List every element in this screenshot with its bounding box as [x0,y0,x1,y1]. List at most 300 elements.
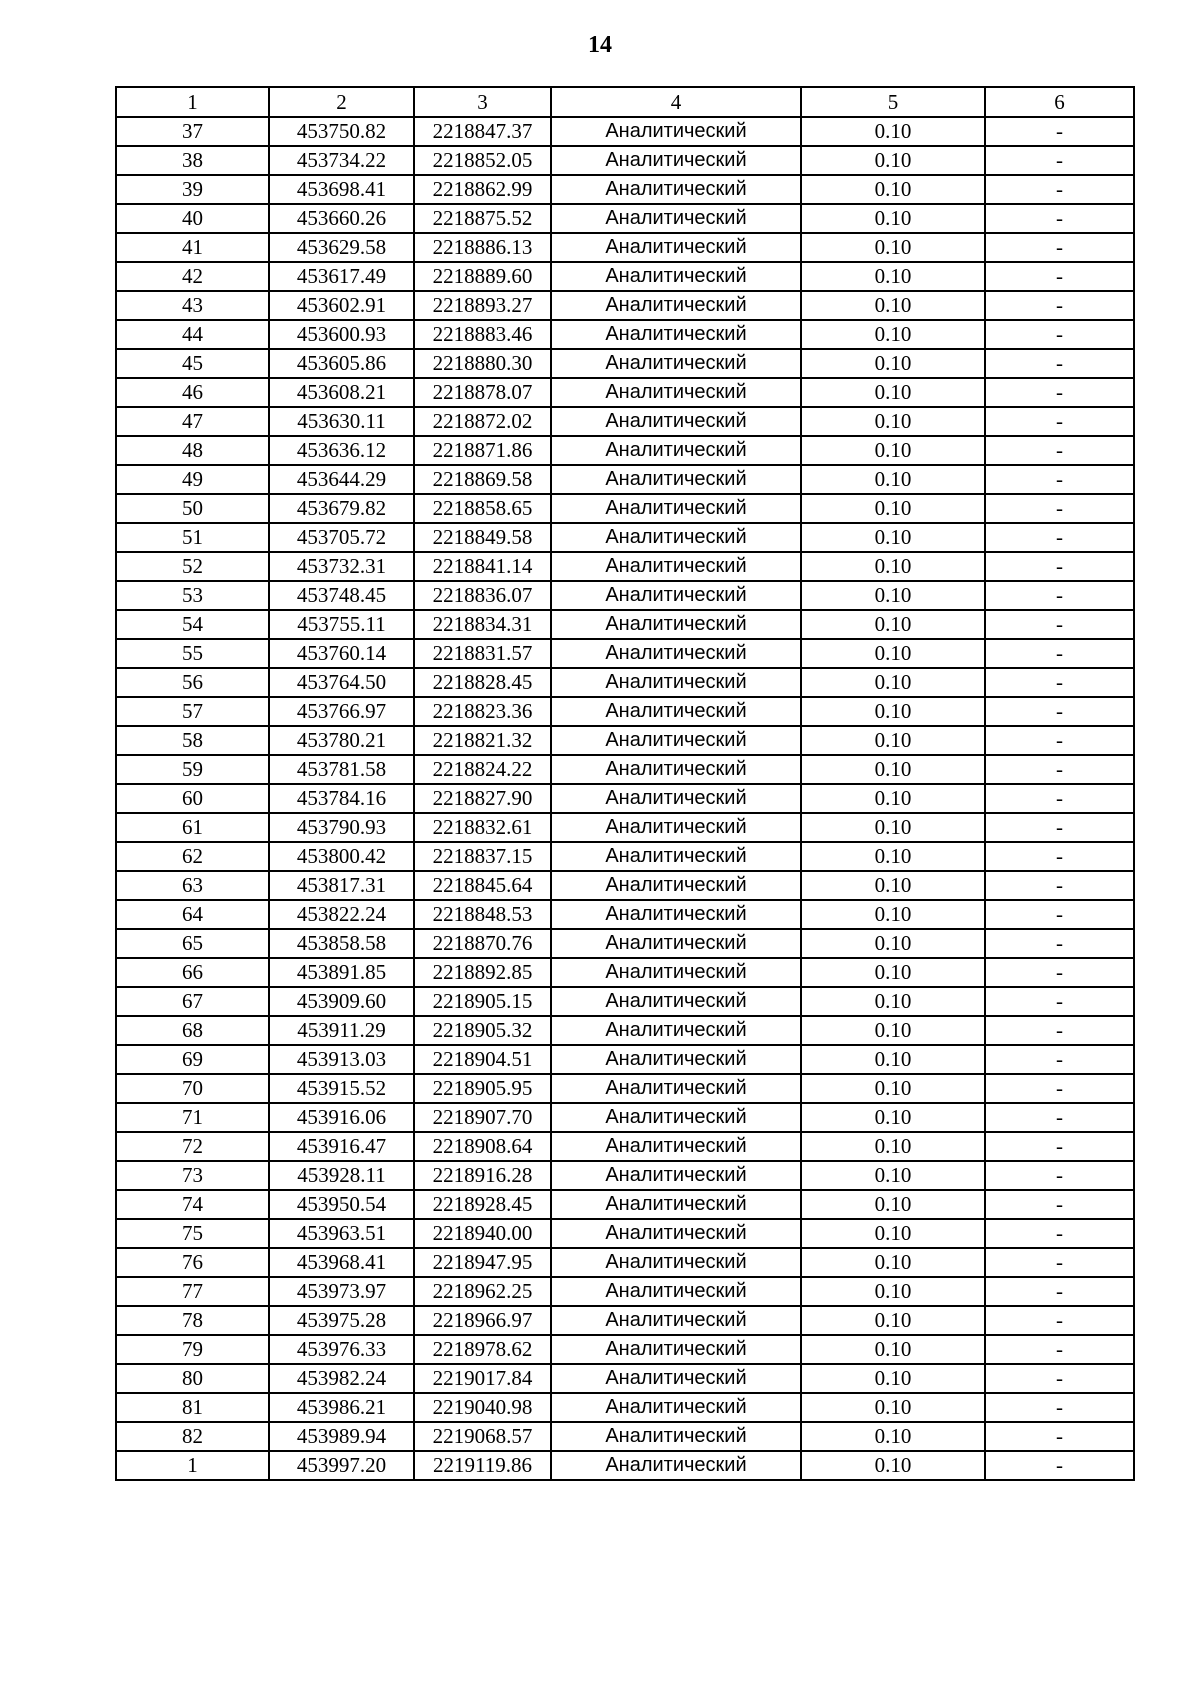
cell-point-number: 37 [116,117,269,146]
cell-accuracy: 0.10 [801,929,985,958]
cell-y-coordinate: 2218845.64 [414,871,551,900]
cell-point-number: 62 [116,842,269,871]
cell-accuracy: 0.10 [801,436,985,465]
cell-accuracy: 0.10 [801,813,985,842]
table-row [116,813,1134,842]
cell-note: - [985,1161,1134,1190]
cell-method: Аналитический [551,436,801,465]
coordinates-table [115,86,1135,1481]
cell-x-coordinate: 453705.72 [269,523,414,552]
cell-point-number: 53 [116,581,269,610]
table-row [116,1422,1134,1451]
cell-note: - [985,1248,1134,1277]
table-row [116,320,1134,349]
cell-note: - [985,900,1134,929]
cell-x-coordinate: 453891.85 [269,958,414,987]
page-number: 14 [588,32,612,58]
cell-note: - [985,929,1134,958]
cell-note: - [985,1335,1134,1364]
cell-accuracy: 0.10 [801,1248,985,1277]
table-row [116,407,1134,436]
cell-accuracy: 0.10 [801,1306,985,1335]
cell-y-coordinate: 2218928.45 [414,1190,551,1219]
cell-method: Аналитический [551,291,801,320]
cell-accuracy: 0.10 [801,1074,985,1103]
cell-point-number: 81 [116,1393,269,1422]
cell-x-coordinate: 453600.93 [269,320,414,349]
table-row [116,1277,1134,1306]
cell-note: - [985,1364,1134,1393]
cell-y-coordinate: 2218916.28 [414,1161,551,1190]
cell-accuracy: 0.10 [801,1451,985,1480]
cell-note: - [985,552,1134,581]
cell-x-coordinate: 453605.86 [269,349,414,378]
table-row [116,378,1134,407]
cell-y-coordinate: 2218841.14 [414,552,551,581]
table-row [116,1016,1134,1045]
cell-method: Аналитический [551,639,801,668]
cell-accuracy: 0.10 [801,958,985,987]
cell-note: - [985,378,1134,407]
cell-y-coordinate: 2218836.07 [414,581,551,610]
cell-x-coordinate: 453822.24 [269,900,414,929]
cell-method: Аналитический [551,523,801,552]
table-row [116,291,1134,320]
cell-note: - [985,1306,1134,1335]
table-body [116,117,1134,1480]
cell-point-number: 72 [116,1132,269,1161]
cell-accuracy: 0.10 [801,407,985,436]
cell-y-coordinate: 2218862.99 [414,175,551,204]
cell-note: - [985,1016,1134,1045]
table-row [116,523,1134,552]
cell-accuracy: 0.10 [801,668,985,697]
cell-y-coordinate: 2218852.05 [414,146,551,175]
cell-method: Аналитический [551,1364,801,1393]
cell-accuracy: 0.10 [801,1132,985,1161]
cell-method: Аналитический [551,494,801,523]
cell-note: - [985,465,1134,494]
cell-point-number: 54 [116,610,269,639]
table-row [116,146,1134,175]
cell-point-number: 65 [116,929,269,958]
cell-y-coordinate: 2218871.86 [414,436,551,465]
cell-y-coordinate: 2218847.37 [414,117,551,146]
cell-note: - [985,726,1134,755]
cell-accuracy: 0.10 [801,1393,985,1422]
cell-point-number: 76 [116,1248,269,1277]
cell-y-coordinate: 2218849.58 [414,523,551,552]
table-row [116,697,1134,726]
cell-note: - [985,436,1134,465]
cell-accuracy: 0.10 [801,204,985,233]
cell-accuracy: 0.10 [801,1364,985,1393]
cell-x-coordinate: 453928.11 [269,1161,414,1190]
cell-accuracy: 0.10 [801,233,985,262]
cell-method: Аналитический [551,146,801,175]
cell-y-coordinate: 2218837.15 [414,842,551,871]
cell-point-number: 58 [116,726,269,755]
cell-method: Аналитический [551,465,801,494]
cell-accuracy: 0.10 [801,1190,985,1219]
table-row [116,1219,1134,1248]
cell-accuracy: 0.10 [801,523,985,552]
cell-note: - [985,407,1134,436]
cell-y-coordinate: 2218905.32 [414,1016,551,1045]
cell-method: Аналитический [551,1190,801,1219]
cell-x-coordinate: 453915.52 [269,1074,414,1103]
table-row [116,175,1134,204]
cell-method: Аналитический [551,117,801,146]
cell-accuracy: 0.10 [801,1219,985,1248]
table-row [116,929,1134,958]
cell-accuracy: 0.10 [801,842,985,871]
cell-x-coordinate: 453760.14 [269,639,414,668]
cell-note: - [985,262,1134,291]
table-row [116,494,1134,523]
cell-point-number: 52 [116,552,269,581]
cell-accuracy: 0.10 [801,349,985,378]
cell-point-number: 38 [116,146,269,175]
table-row [116,117,1134,146]
table-row [116,1161,1134,1190]
cell-note: - [985,668,1134,697]
cell-method: Аналитический [551,581,801,610]
cell-method: Аналитический [551,552,801,581]
cell-x-coordinate: 453916.06 [269,1103,414,1132]
cell-accuracy: 0.10 [801,1277,985,1306]
table-row [116,726,1134,755]
cell-y-coordinate: 2219119.86 [414,1451,551,1480]
cell-point-number: 63 [116,871,269,900]
cell-x-coordinate: 453817.31 [269,871,414,900]
cell-method: Аналитический [551,784,801,813]
cell-y-coordinate: 2218966.97 [414,1306,551,1335]
cell-method: Аналитический [551,610,801,639]
cell-note: - [985,1277,1134,1306]
cell-x-coordinate: 453909.60 [269,987,414,1016]
cell-accuracy: 0.10 [801,784,985,813]
cell-y-coordinate: 2218883.46 [414,320,551,349]
cell-note: - [985,233,1134,262]
cell-accuracy: 0.10 [801,117,985,146]
cell-y-coordinate: 2218907.70 [414,1103,551,1132]
cell-point-number: 79 [116,1335,269,1364]
cell-note: - [985,1045,1134,1074]
cell-x-coordinate: 453784.16 [269,784,414,813]
column-header-x-coordinate: 2 [269,87,414,117]
cell-accuracy: 0.10 [801,1016,985,1045]
cell-method: Аналитический [551,726,801,755]
cell-x-coordinate: 453636.12 [269,436,414,465]
cell-accuracy: 0.10 [801,639,985,668]
table-row [116,842,1134,871]
cell-x-coordinate: 453629.58 [269,233,414,262]
cell-x-coordinate: 453916.47 [269,1132,414,1161]
cell-point-number: 64 [116,900,269,929]
cell-y-coordinate: 2218832.61 [414,813,551,842]
table-row [116,1074,1134,1103]
cell-y-coordinate: 2218870.76 [414,929,551,958]
cell-y-coordinate: 2218872.02 [414,407,551,436]
table-row [116,1451,1134,1480]
cell-note: - [985,813,1134,842]
cell-y-coordinate: 2218828.45 [414,668,551,697]
cell-y-coordinate: 2218827.90 [414,784,551,813]
cell-accuracy: 0.10 [801,175,985,204]
cell-point-number: 60 [116,784,269,813]
cell-point-number: 59 [116,755,269,784]
cell-point-number: 51 [116,523,269,552]
cell-y-coordinate: 2218904.51 [414,1045,551,1074]
cell-x-coordinate: 453858.58 [269,929,414,958]
cell-y-coordinate: 2218875.52 [414,204,551,233]
cell-accuracy: 0.10 [801,581,985,610]
cell-x-coordinate: 453950.54 [269,1190,414,1219]
cell-note: - [985,1393,1134,1422]
cell-x-coordinate: 453602.91 [269,291,414,320]
cell-point-number: 73 [116,1161,269,1190]
cell-note: - [985,1103,1134,1132]
cell-x-coordinate: 453630.11 [269,407,414,436]
cell-point-number: 40 [116,204,269,233]
cell-x-coordinate: 453781.58 [269,755,414,784]
cell-note: - [985,523,1134,552]
cell-x-coordinate: 453608.21 [269,378,414,407]
cell-point-number: 46 [116,378,269,407]
cell-note: - [985,204,1134,233]
cell-point-number: 42 [116,262,269,291]
cell-method: Аналитический [551,1306,801,1335]
table-row [116,958,1134,987]
cell-y-coordinate: 2219017.84 [414,1364,551,1393]
cell-accuracy: 0.10 [801,146,985,175]
cell-y-coordinate: 2218869.58 [414,465,551,494]
cell-point-number: 49 [116,465,269,494]
cell-y-coordinate: 2218905.15 [414,987,551,1016]
cell-x-coordinate: 453986.21 [269,1393,414,1422]
cell-accuracy: 0.10 [801,1161,985,1190]
cell-note: - [985,842,1134,871]
column-header-note: 6 [985,87,1134,117]
cell-x-coordinate: 453963.51 [269,1219,414,1248]
cell-method: Аналитический [551,407,801,436]
table-row [116,871,1134,900]
cell-accuracy: 0.10 [801,494,985,523]
cell-method: Аналитический [551,958,801,987]
cell-point-number: 55 [116,639,269,668]
cell-accuracy: 0.10 [801,900,985,929]
cell-y-coordinate: 2218978.62 [414,1335,551,1364]
cell-method: Аналитический [551,1161,801,1190]
cell-method: Аналитический [551,1277,801,1306]
cell-y-coordinate: 2218823.36 [414,697,551,726]
cell-note: - [985,755,1134,784]
cell-method: Аналитический [551,697,801,726]
cell-x-coordinate: 453698.41 [269,175,414,204]
cell-x-coordinate: 453644.29 [269,465,414,494]
cell-note: - [985,349,1134,378]
table-row [116,552,1134,581]
cell-note: - [985,1451,1134,1480]
cell-x-coordinate: 453790.93 [269,813,414,842]
cell-note: - [985,581,1134,610]
table-row [116,1335,1134,1364]
cell-y-coordinate: 2218940.00 [414,1219,551,1248]
cell-x-coordinate: 453973.97 [269,1277,414,1306]
table-row [116,436,1134,465]
table-row [116,465,1134,494]
cell-x-coordinate: 453913.03 [269,1045,414,1074]
cell-x-coordinate: 453997.20 [269,1451,414,1480]
cell-point-number: 56 [116,668,269,697]
cell-x-coordinate: 453660.26 [269,204,414,233]
cell-point-number: 75 [116,1219,269,1248]
cell-note: - [985,117,1134,146]
cell-y-coordinate: 2218962.25 [414,1277,551,1306]
table-row [116,784,1134,813]
cell-y-coordinate: 2218858.65 [414,494,551,523]
cell-x-coordinate: 453764.50 [269,668,414,697]
table-row [116,349,1134,378]
table-header-row [116,87,1134,117]
cell-accuracy: 0.10 [801,987,985,1016]
cell-method: Аналитический [551,871,801,900]
cell-point-number: 71 [116,1103,269,1132]
table-row [116,639,1134,668]
cell-y-coordinate: 2218908.64 [414,1132,551,1161]
table-row [116,1045,1134,1074]
cell-y-coordinate: 2218848.53 [414,900,551,929]
cell-method: Аналитический [551,1103,801,1132]
cell-method: Аналитический [551,813,801,842]
cell-note: - [985,320,1134,349]
cell-point-number: 61 [116,813,269,842]
cell-x-coordinate: 453748.45 [269,581,414,610]
cell-note: - [985,871,1134,900]
cell-point-number: 70 [116,1074,269,1103]
table-row [116,1364,1134,1393]
cell-accuracy: 0.10 [801,871,985,900]
cell-point-number: 74 [116,1190,269,1219]
cell-y-coordinate: 2218886.13 [414,233,551,262]
cell-method: Аналитический [551,320,801,349]
table-row [116,262,1134,291]
cell-note: - [985,494,1134,523]
cell-method: Аналитический [551,1045,801,1074]
cell-point-number: 45 [116,349,269,378]
cell-x-coordinate: 453734.22 [269,146,414,175]
cell-method: Аналитический [551,1074,801,1103]
cell-method: Аналитический [551,1393,801,1422]
cell-point-number: 41 [116,233,269,262]
cell-point-number: 78 [116,1306,269,1335]
cell-point-number: 1 [116,1451,269,1480]
table-row [116,1190,1134,1219]
cell-accuracy: 0.10 [801,610,985,639]
cell-method: Аналитический [551,929,801,958]
column-header-y-coordinate: 3 [414,87,551,117]
cell-x-coordinate: 453982.24 [269,1364,414,1393]
cell-method: Аналитический [551,668,801,697]
cell-point-number: 43 [116,291,269,320]
cell-method: Аналитический [551,262,801,291]
table-row [116,668,1134,697]
cell-note: - [985,1219,1134,1248]
table-row [116,233,1134,262]
cell-x-coordinate: 453911.29 [269,1016,414,1045]
cell-method: Аналитический [551,175,801,204]
cell-accuracy: 0.10 [801,1045,985,1074]
cell-y-coordinate: 2218831.57 [414,639,551,668]
cell-note: - [985,291,1134,320]
cell-x-coordinate: 453750.82 [269,117,414,146]
cell-accuracy: 0.10 [801,291,985,320]
cell-point-number: 68 [116,1016,269,1045]
cell-method: Аналитический [551,1451,801,1480]
cell-x-coordinate: 453679.82 [269,494,414,523]
cell-point-number: 47 [116,407,269,436]
cell-x-coordinate: 453989.94 [269,1422,414,1451]
table-row [116,610,1134,639]
cell-method: Аналитический [551,1132,801,1161]
cell-method: Аналитический [551,1422,801,1451]
cell-note: - [985,784,1134,813]
table-row [116,581,1134,610]
cell-x-coordinate: 453766.97 [269,697,414,726]
cell-note: - [985,958,1134,987]
cell-note: - [985,1422,1134,1451]
cell-y-coordinate: 2218824.22 [414,755,551,784]
table-row [116,1103,1134,1132]
cell-y-coordinate: 2218878.07 [414,378,551,407]
cell-x-coordinate: 453755.11 [269,610,414,639]
cell-y-coordinate: 2219068.57 [414,1422,551,1451]
cell-y-coordinate: 2218947.95 [414,1248,551,1277]
column-header-point-number: 1 [116,87,269,117]
table-row [116,1248,1134,1277]
cell-accuracy: 0.10 [801,1103,985,1132]
cell-point-number: 57 [116,697,269,726]
column-header-accuracy: 5 [801,87,985,117]
cell-note: - [985,1074,1134,1103]
cell-method: Аналитический [551,1248,801,1277]
cell-accuracy: 0.10 [801,697,985,726]
table-row [116,204,1134,233]
cell-note: - [985,175,1134,204]
cell-method: Аналитический [551,233,801,262]
cell-y-coordinate: 2218892.85 [414,958,551,987]
cell-note: - [985,697,1134,726]
cell-accuracy: 0.10 [801,726,985,755]
cell-point-number: 48 [116,436,269,465]
cell-accuracy: 0.10 [801,465,985,494]
table-row [116,900,1134,929]
cell-point-number: 44 [116,320,269,349]
cell-accuracy: 0.10 [801,1422,985,1451]
cell-note: - [985,1132,1134,1161]
cell-x-coordinate: 453780.21 [269,726,414,755]
cell-x-coordinate: 453800.42 [269,842,414,871]
cell-accuracy: 0.10 [801,320,985,349]
cell-note: - [985,146,1134,175]
cell-x-coordinate: 453975.28 [269,1306,414,1335]
cell-accuracy: 0.10 [801,755,985,784]
cell-y-coordinate: 2218821.32 [414,726,551,755]
table-row [116,1306,1134,1335]
cell-method: Аналитический [551,842,801,871]
table-row [116,755,1134,784]
